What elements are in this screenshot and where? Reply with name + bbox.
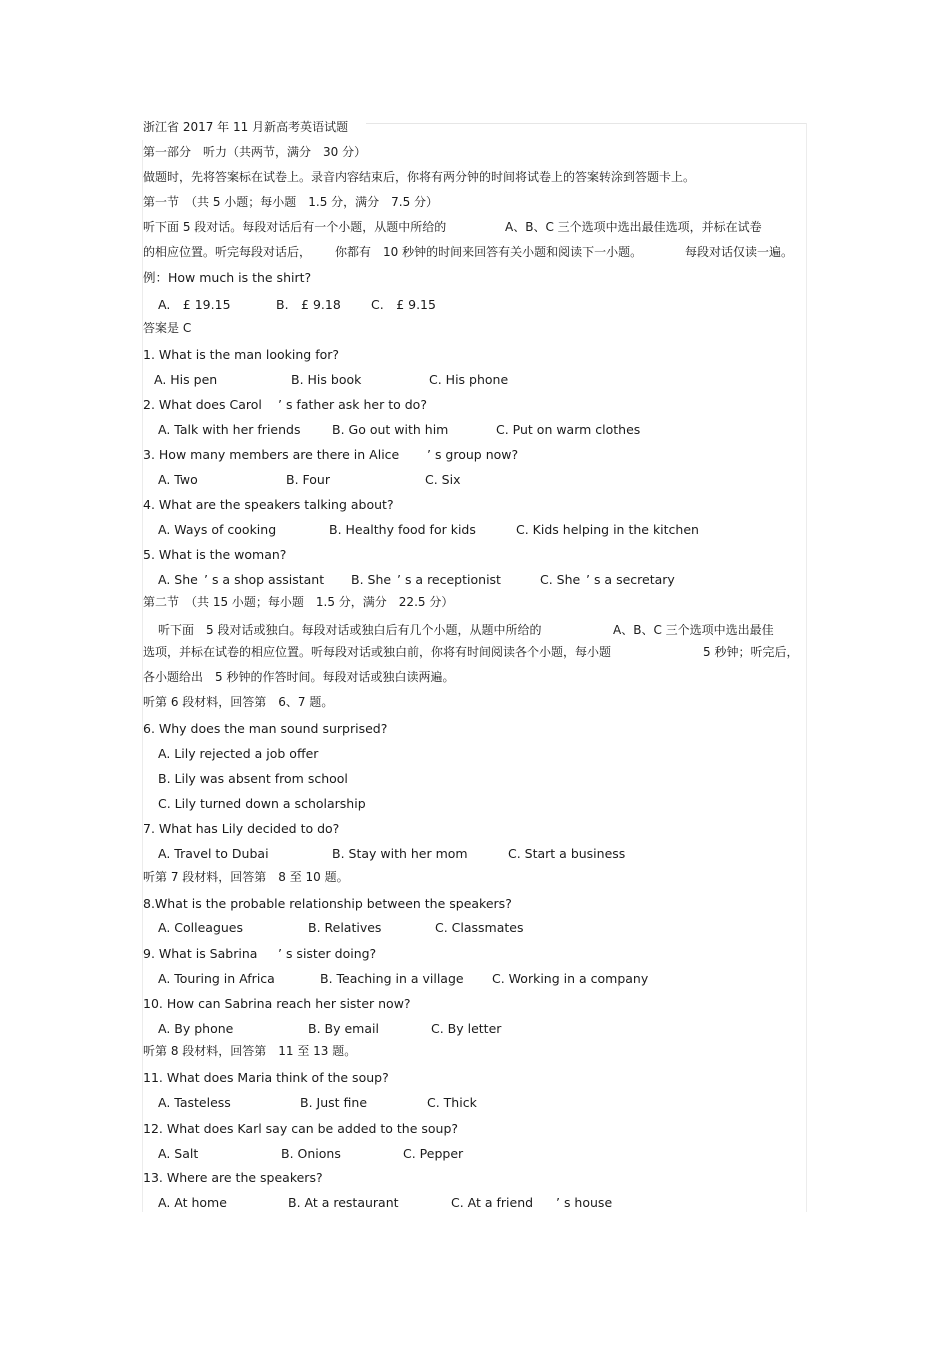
q5-option-b-part-1: B. She [351,572,392,587]
section1-instruction-1a: 听下面 5 段对话。每段对话后有一个小题，从题中所给的 [143,220,447,234]
page-frame-right [806,123,807,1212]
question-13: 13. Where are the speakers? [143,1170,323,1185]
exam-title: 浙江省 2017 年 11 月新高考英语试题 [143,120,349,134]
q3-option-a: A. Two [158,472,198,487]
q11-option-c: C. Thick [427,1095,477,1110]
section2-instruction-3: 各小题给出 5 秒钟的作答时间。每段对话或独白读两遍。 [143,670,455,684]
q12-option-c: C. Pepper [403,1146,464,1161]
q4-option-a: A. Ways of cooking [158,522,277,537]
q2-option-c: C. Put on warm clothes [496,422,641,437]
q10-option-a: A. By phone [158,1021,234,1036]
material-8-note: 听第 8 段材料，回答第 11 至 13 题。 [143,1044,357,1058]
section1-instruction-1b: A、B、C 三个选项中选出最佳选项，并标在试卷 [505,220,762,234]
material-7-note: 听第 7 段材料，回答第 8 至 10 题。 [143,870,349,884]
q2-option-a: A. Talk with her friends [158,422,301,437]
part1-instruction: 做题时，先将答案标在试卷上。录音内容结束后，你将有两分钟的时间将试卷上的答案转涂到答题卡上。 [143,170,696,184]
part1-heading: 第一部分 听力（共两节，满分 30 分） [143,145,367,159]
question-6: 6. Why does the man sound surprised? [143,721,388,736]
q13-option-a: A. At home [158,1195,227,1210]
q1-option-a: A. His pen [154,372,218,387]
section1-instruction-2c: 每段对话仅读一遍。 [685,245,794,259]
q13-option-b: B. At a restaurant [288,1195,399,1210]
q3-option-b: B. Four [286,472,330,487]
material-6-note: 听第 6 段材料，回答第 6、7 题。 [143,695,334,709]
question-7: 7. What has Lily decided to do? [143,821,340,836]
q8-option-c: C. Classmates [435,920,524,935]
q7-option-a: A. Travel to Dubai [158,846,269,861]
page-frame-top [366,123,807,124]
q11-option-a: A. Tasteless [158,1095,231,1110]
example-question: 例：How much is the shirt? [143,270,312,285]
section1-instruction-2b: 你都有 10 秒钟的时间来回答有关小题和阅读下一小题。 [335,245,643,259]
q10-option-b: B. By email [308,1021,379,1036]
q7-option-c: C. Start a business [508,846,626,861]
q10-option-c: C. By letter [431,1021,502,1036]
section1-instruction-2a: 的相应位置。听完每段对话后， [143,245,312,259]
q4-option-b: B. Healthy food for kids [329,522,476,537]
q5-option-c-part-1: C. She [540,572,581,587]
section2-instruction-2b: 5 秒钟；听完后， [703,645,799,659]
question-9-part-b: ’ s sister doing? [278,946,377,961]
section1-heading: 第一节 （共 5 小题；每小题 1.5 分，满分 7.5 分） [143,195,439,209]
question-12: 12. What does Karl say can be added to the soup? [143,1121,459,1136]
q12-option-b: B. Onions [281,1146,341,1161]
question-2-part-b: ’ s father ask her to do? [278,397,427,412]
section2-instruction-1a: 听下面 5 段对话或独白。每段对话或独白后有几个小题，从题中所给的 [158,623,542,637]
q1-option-c: C. His phone [429,372,509,387]
section2-instruction-1b: A、B、C 三个选项中选出最佳 [613,623,774,637]
q11-option-b: B. Just fine [300,1095,368,1110]
q8-option-b: B. Relatives [308,920,382,935]
q5-option-c-part-2: ’ s a secretary [586,572,675,587]
question-9-part-a: 9. What is Sabrina [143,946,258,961]
q13-option-c-part-2: ’ s house [556,1195,613,1210]
question-1: 1. What is the man looking for? [143,347,340,362]
q9-option-c: C. Working in a company [492,971,649,986]
q5-option-a-part-2: ’ s a shop assistant [204,572,325,587]
example-option-a: A. £ 19.15 [158,297,231,312]
question-4: 4. What are the speakers talking about? [143,497,394,512]
q6-option-c: C. Lily turned down a scholarship [158,796,366,811]
q6-option-b: B. Lily was absent from school [158,771,348,786]
q1-option-b: B. His book [291,372,362,387]
q9-option-a: A. Touring in Africa [158,971,275,986]
q4-option-c: C. Kids helping in the kitchen [516,522,699,537]
question-8: 8.What is the probable relationship between the speakers? [143,896,512,911]
question-10: 10. How can Sabrina reach her sister now? [143,996,411,1011]
q3-option-c: C. Six [425,472,461,487]
q6-option-a: A. Lily rejected a job offer [158,746,319,761]
question-2-part-a: 2. What does Carol [143,397,262,412]
question-11: 11. What does Maria think of the soup? [143,1070,389,1085]
q13-option-c-part-1: C. At a friend [451,1195,534,1210]
q12-option-a: A. Salt [158,1146,199,1161]
question-5: 5. What is the woman? [143,547,287,562]
q7-option-b: B. Stay with her mom [332,846,468,861]
question-3-part-a: 3. How many members are there in Alice [143,447,400,462]
q2-option-b: B. Go out with him [332,422,449,437]
example-option-b: B. £ 9.18 [276,297,341,312]
q5-option-a-part-1: A. She [158,572,198,587]
section2-heading: 第二节 （共 15 小题；每小题 1.5 分，满分 22.5 分） [143,595,454,609]
example-answer: 答案是 C [143,321,192,335]
section2-instruction-2a: 选项，并标在试卷的相应位置。听每段对话或独白前，你将有时间阅读各个小题，每小题 [143,645,612,659]
q5-option-b-part-2: ’ s a receptionist [397,572,501,587]
question-3-part-b: ’ s group now? [427,447,519,462]
q9-option-b: B. Teaching in a village [320,971,464,986]
q8-option-a: A. Colleagues [158,920,244,935]
example-option-c: C. £ 9.15 [371,297,436,312]
